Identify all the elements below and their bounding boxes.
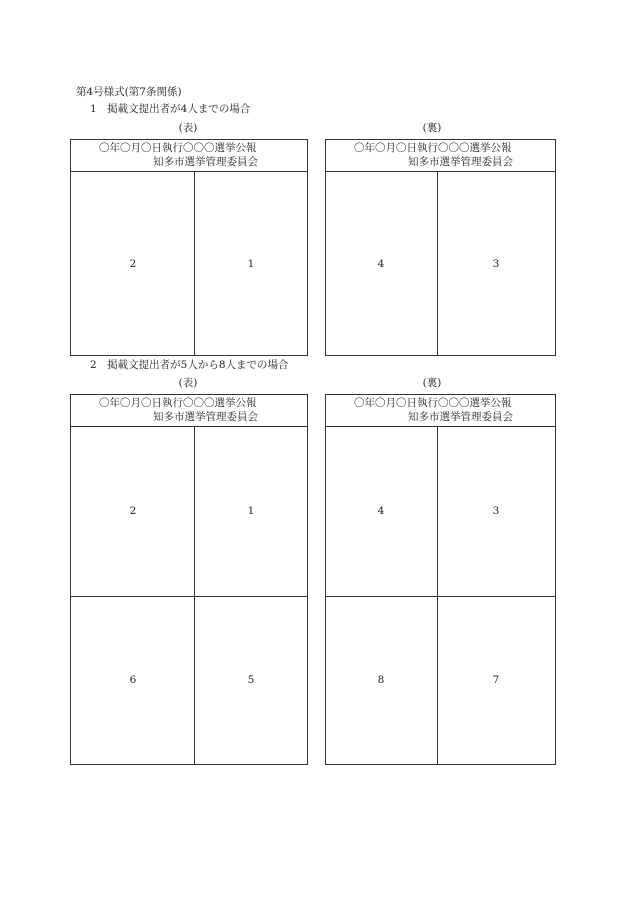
case1-front-header <box>71 140 307 172</box>
form-title: 第4号様式(第7条関係) <box>76 86 182 98</box>
case1-back-header-line2: 知多市選挙管理委員会 <box>408 156 513 168</box>
case1-front-header-line1: 〇年〇月〇日執行〇〇〇選挙公報 <box>99 142 257 154</box>
case1-front-header-line2: 知多市選挙管理委員会 <box>153 156 258 168</box>
case2-back-cell-2: 3 <box>492 505 500 517</box>
case1-back-cell-left: 4 <box>377 258 385 270</box>
case2-back-cell-4: 7 <box>492 674 500 686</box>
case2-front-cell-2: 1 <box>247 505 255 517</box>
case1-back-divider <box>437 171 438 355</box>
case2-front-label: (表) <box>178 377 198 389</box>
case2-back-divider <box>437 426 438 764</box>
case2-back-sheet <box>325 394 556 765</box>
case2-front-cell-4: 5 <box>247 674 255 686</box>
case2-back-header-line1: 〇年〇月〇日執行〇〇〇選挙公報 <box>354 397 512 409</box>
case2-front-row-divider <box>71 596 307 597</box>
case2-front-cell-1: 2 <box>129 505 137 517</box>
case1-back-label: (裏) <box>422 122 442 134</box>
case2-back-label: (裏) <box>422 377 442 389</box>
case2-front-divider <box>194 426 195 764</box>
case1-heading: 1 掲載文提出者が4人までの場合 <box>90 103 251 115</box>
case2-back-row-divider <box>326 596 555 597</box>
case2-back-header <box>326 395 555 427</box>
case1-front-label: (表) <box>178 122 198 134</box>
case1-front-sheet <box>70 139 308 356</box>
case1-front-cell-left: 2 <box>129 258 137 270</box>
case1-back-header-line1: 〇年〇月〇日執行〇〇〇選挙公報 <box>354 142 512 154</box>
case2-back-cell-1: 4 <box>377 505 385 517</box>
case2-heading: 2 掲載文提出者が5人から8人までの場合 <box>90 359 289 371</box>
case2-front-header <box>71 395 307 427</box>
case1-back-header <box>326 140 555 172</box>
case2-front-cell-3: 6 <box>129 674 137 686</box>
case1-back-sheet <box>325 139 556 356</box>
case1-back-cell-right: 3 <box>492 258 500 270</box>
case2-front-sheet <box>70 394 308 765</box>
case2-back-header-line2: 知多市選挙管理委員会 <box>408 411 513 423</box>
case2-front-header-line2: 知多市選挙管理委員会 <box>153 411 258 423</box>
case2-back-cell-3: 8 <box>377 674 385 686</box>
case2-front-header-line1: 〇年〇月〇日執行〇〇〇選挙公報 <box>99 397 257 409</box>
case1-front-divider <box>194 171 195 355</box>
case1-front-cell-right: 1 <box>247 258 255 270</box>
